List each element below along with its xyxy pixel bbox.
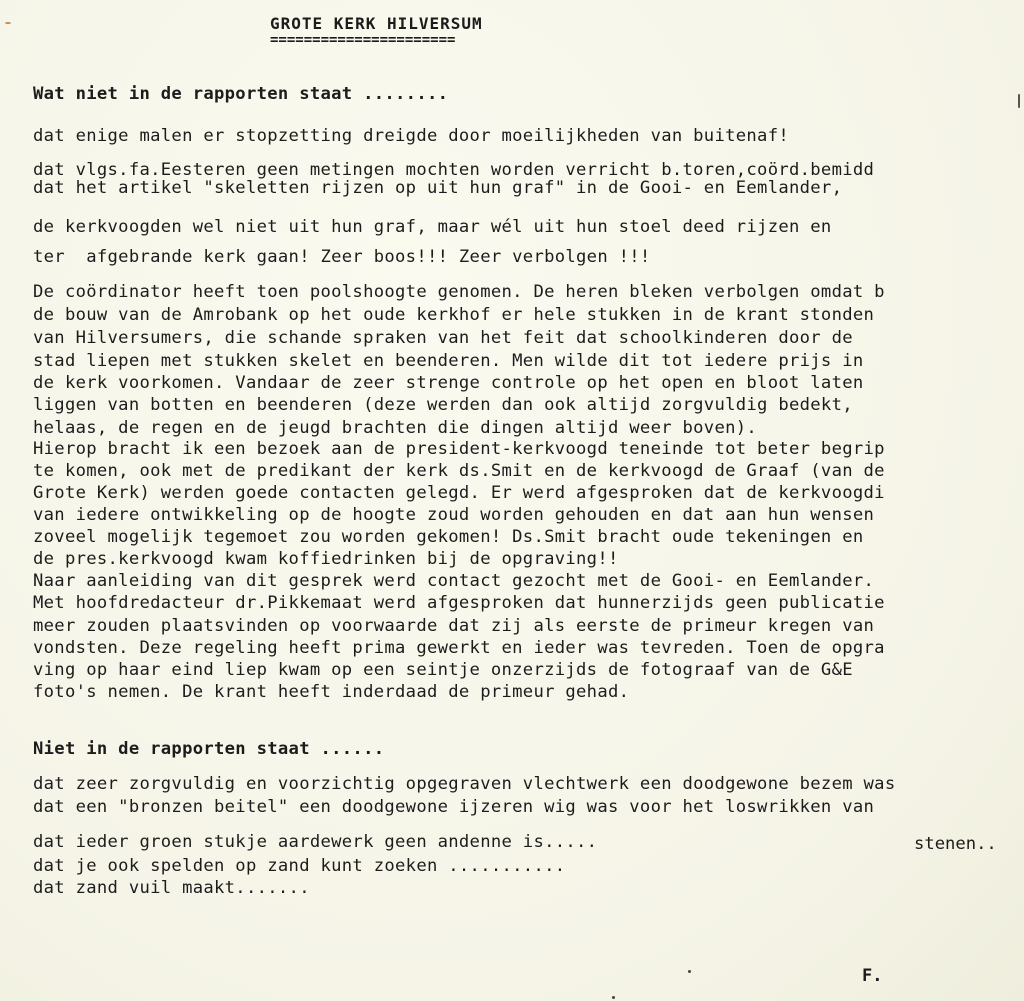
document-title: GROTE KERK HILVERSUM: [270, 14, 483, 33]
list-item-tail: stenen..: [914, 834, 997, 854]
list-item: dat zand vuil maakt.......: [33, 878, 310, 898]
paragraph2-line: stad liepen met stukken skelet en beenderen. Men wilde dit tot iedere prijs in: [33, 351, 864, 371]
paragraph2-line: liggen van botten en beenderen (deze werden dan ook altijd zorgvuldig bedekt,: [33, 395, 853, 415]
paragraph2-line: van Hilversumers, die schande spraken van het feit dat schoolkinderen door de: [33, 328, 853, 348]
paper-speck: [688, 970, 691, 973]
paragraph2-line: Met hoofdredacteur dr.Pikkemaat werd afgesproken dat hunnerzijds geen publicatie: [33, 593, 885, 613]
paragraph2-line: meer zouden plaatsvinden op voorwaarde dat zij als eerste de primeur kregen van: [33, 616, 875, 636]
section1-heading: Wat niet in de rapporten staat ........: [33, 84, 449, 104]
list-item: dat een "bronzen beitel" een doodgewone ijzeren wig was voor het loswrikken van: [33, 797, 875, 817]
list-item: dat je ook spelden op zand kunt zoeken ...........: [33, 856, 566, 876]
list-item: dat zeer zorgvuldig en voorzichtig opgegraven vlechtwerk een doodgewone bezem was: [33, 774, 896, 794]
title-underline: ======================: [270, 32, 456, 48]
paragraph1-line: dat vlgs.fa.Eesteren geen metingen mochten worden verricht b.toren,coörd.bemidd: [33, 160, 875, 180]
paragraph2-line: ving op haar eind liep kwam op een seintje onzerzijds de fotograaf van de G&E: [33, 660, 853, 680]
paragraph2-line: vondsten. Deze regeling heeft prima gewerkt en ieder was tevreden. Toen de opgra: [33, 638, 885, 658]
paragraph2-line: De coördinator heeft toen poolshoogte genomen. De heren bleken verbolgen omdat b: [33, 282, 885, 302]
paragraph2-line: zoveel mogelijk tegemoet zou worden gekomen! Ds.Smit bracht oude tekeningen en: [33, 527, 864, 547]
paragraph2-line: helaas, de regen en de jeugd brachten die dingen altijd weer boven).: [33, 418, 758, 438]
paragraph2-line: te komen, ook met de predikant der kerk ds.Smit en de kerkvoogd de Graaf (van de: [33, 461, 885, 481]
paragraph1-line: dat het artikel "skeletten rijzen op uit hun graf" in de Gooi- en Eemlander,: [33, 178, 843, 198]
paragraph1-line: ter afgebrande kerk gaan! Zeer boos!!! Zeer verbolgen !!!: [33, 247, 651, 267]
paragraph2-line: Grote Kerk) werden goede contacten gelegd. Er werd afgesproken dat de kerkvoogdi: [33, 483, 885, 503]
paragraph2-line: de kerk voorkomen. Vandaar de zeer strenge controle op het open en bloot laten: [33, 373, 864, 393]
paper-speck: [1018, 94, 1020, 108]
paragraph2-line: foto's nemen. De krant heeft inderdaad de primeur gehad.: [33, 682, 630, 702]
paragraph2-line: Naar aanleiding van dit gesprek werd contact gezocht met de Gooi- en Eemlander.: [33, 571, 875, 591]
paragraph2-line: de bouw van de Amrobank op het oude kerkhof er hele stukken in de krant stonden: [33, 305, 875, 325]
paragraph2-line: van iedere ontwikkeling op de hoogte zoud worden gehouden en dat aan hun wensen: [33, 505, 875, 525]
paper-speck: [5, 22, 11, 24]
paragraph1-line: de kerkvoogden wel niet uit hun graf, maar wél uit hun stoel deed rijzen en: [33, 217, 832, 237]
paragraph2-line: de pres.kerkvoogd kwam koffiedrinken bij de opgraving!!: [33, 549, 619, 569]
paragraph1-line: dat enige malen er stopzetting dreigde door moeilijkheden van buitenaf!: [33, 126, 789, 146]
signature: F.: [862, 966, 883, 986]
section2-heading: Niet in de rapporten staat ......: [33, 739, 385, 759]
paragraph2-line: Hierop bracht ik een bezoek aan de president-kerkvoogd teneinde tot beter begrip: [33, 439, 885, 459]
list-item: dat ieder groen stukje aardewerk geen andenne is.....: [33, 832, 598, 852]
paper-speck: [612, 996, 615, 999]
